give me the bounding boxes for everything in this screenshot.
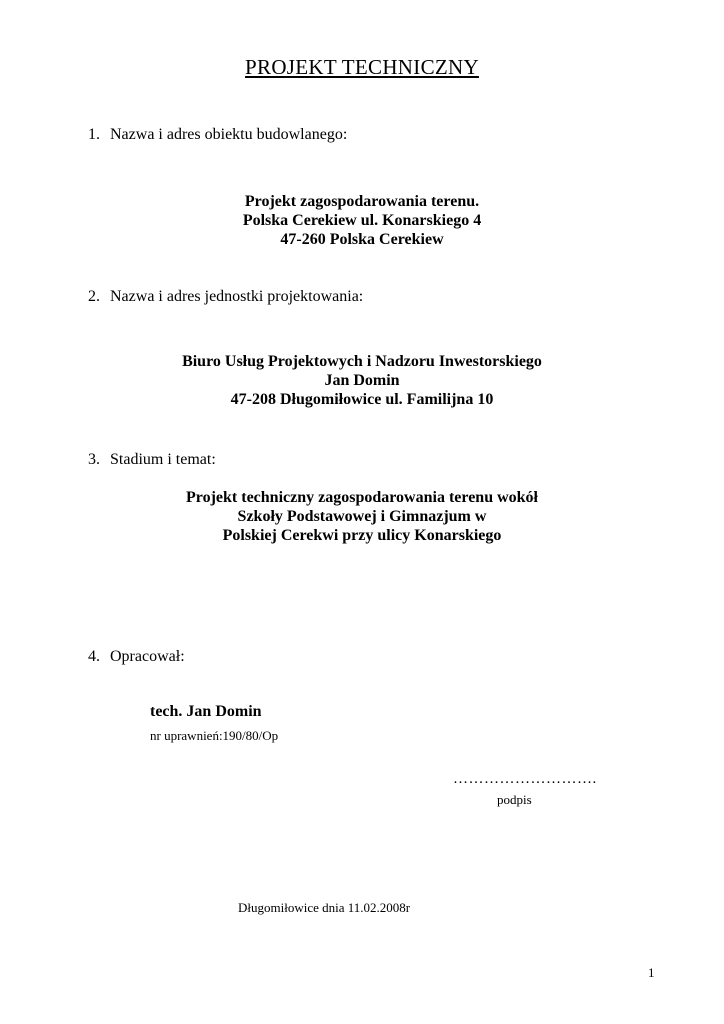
document-title: PROJEKT TECHNICZNY: [245, 55, 479, 79]
section-2-content: [0, 352, 724, 409]
section-3-line-3: Polskiej Cerekwi przy ulicy Konarskiego: [222, 527, 502, 544]
section-2-label: Nazwa i adres jednostki projektowania:: [110, 288, 364, 305]
signature-line: ……………………….: [453, 771, 597, 787]
author-name: tech. Jan Domin: [150, 703, 262, 720]
section-3-label: Stadium i temat:: [110, 451, 216, 468]
section-2-number: 2.: [88, 288, 100, 305]
section-4-label: Opracował:: [110, 648, 185, 665]
section-4-heading: [88, 648, 185, 666]
section-2-line-3: 47-208 Długomiłowice ul. Familijna 10: [230, 391, 494, 408]
section-3-line-1: Projekt techniczny zagospodarowania terenu wokół: [186, 489, 538, 506]
place-and-date: Długomiłowice dnia 11.02.2008r: [238, 900, 411, 915]
author-license-number: nr uprawnień:190/80/Op: [150, 728, 279, 743]
section-3-heading: [88, 451, 216, 469]
section-2-line-1: Biuro Usług Projektowych i Nadzoru Inwestorskiego: [182, 353, 542, 370]
section-3-content: [0, 488, 724, 545]
section-2-line-2: Jan Domin: [324, 372, 400, 389]
section-1-content: [0, 192, 724, 249]
section-1-line-1: Projekt zagospodarowania terenu.: [244, 193, 480, 210]
section-2-heading: [88, 288, 363, 306]
section-1-line-2: Polska Cerekiew ul. Konarskiego 4: [242, 212, 482, 229]
section-1-heading: [88, 126, 347, 144]
signature-label: podpis: [497, 792, 532, 807]
section-1-line-3: 47-260 Polska Cerekiew: [280, 231, 444, 248]
section-3-number: 3.: [88, 451, 100, 468]
section-4-number: 4.: [88, 648, 100, 665]
section-1-label: Nazwa i adres obiektu budowlanego:: [110, 126, 348, 143]
page-number: 1: [648, 965, 655, 980]
section-1-number: 1.: [88, 126, 100, 143]
section-3-line-2: Szkoły Podstawowej i Gimnazjum w: [237, 508, 487, 525]
